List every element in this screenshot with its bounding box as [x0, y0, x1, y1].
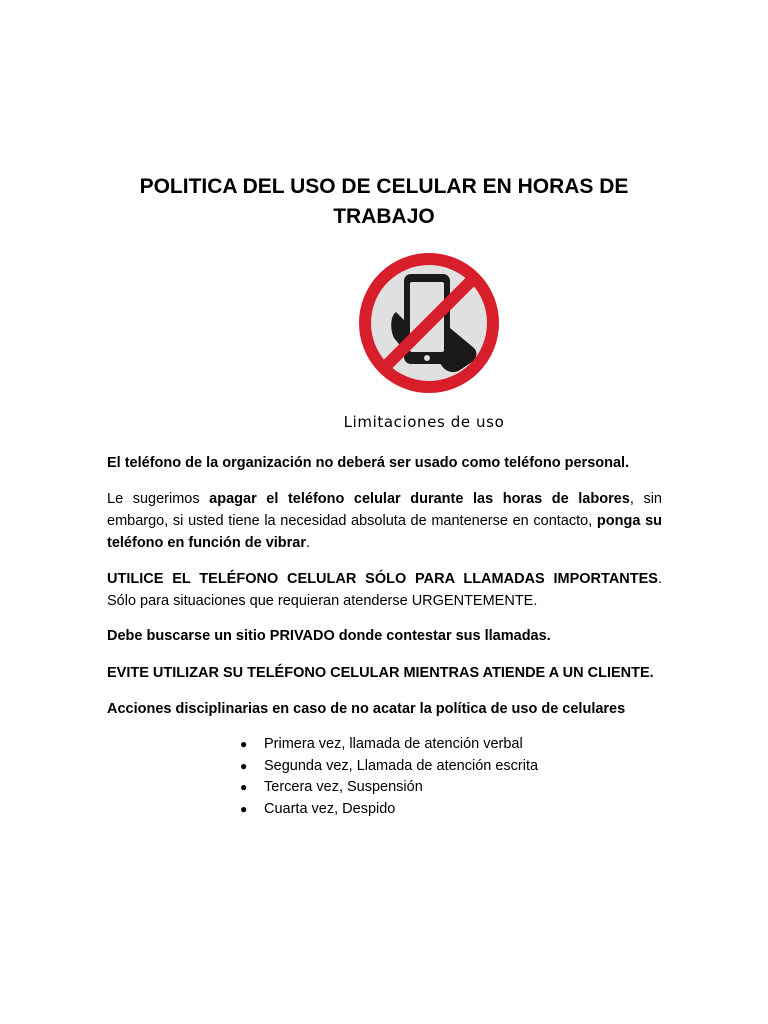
list-item [238, 799, 538, 821]
disciplinary-actions-list [238, 734, 538, 820]
suggestion-bold-1: apagar el teléfono celular durante las horas de labores [209, 491, 630, 507]
list-item-text: Segunda vez, Llamada de atención escrita [264, 757, 539, 774]
list-item [238, 734, 538, 756]
document-title: POLITICA DEL USO DE CELULAR EN HORAS DE TRABAJO [139, 175, 629, 228]
list-item-text: Tercera vez, Suspensión [264, 779, 423, 795]
paragraph-personal-use: El teléfono de la organización no deberá ser usado como teléfono personal. [107, 455, 630, 471]
bullet-icon: ● [240, 737, 248, 751]
paragraph-disciplinary-heading: Acciones disciplinarias en caso de no acatar la política de uso de celulares [107, 701, 626, 717]
section-subtitle: Limitaciones de uso [343, 413, 505, 431]
no-phone-icon-graphic [356, 250, 502, 396]
paragraph-private-place: Debe buscarse un sitio PRIVADO donde contestar sus llamadas. [107, 628, 551, 644]
bullet-icon: ● [240, 801, 248, 816]
list-item [238, 756, 538, 778]
paragraph-suggestion [107, 488, 662, 554]
list-item-text: Cuarta vez, Despido [264, 800, 396, 817]
paragraph-urgent-only: Sólo para situaciones que requieran atenderse URGENTEMENTE. [107, 593, 538, 609]
list-item [238, 777, 538, 799]
suggestion-bold-2: ponga su teléfono en función de vibrar [107, 513, 662, 551]
suggestion-text-3: . [306, 535, 311, 551]
no-phone-icon [356, 250, 502, 396]
paragraph-important-calls-line1 [107, 568, 662, 590]
paragraph-avoid-client: EVITE UTILIZAR SU TELÉFONO CELULAR MIENTRAS ATIENDE A UN CLIENTE. [107, 665, 654, 681]
suggestion-text-1: Le sugerimos [107, 491, 210, 507]
list-item-text: Primera vez, llamada de atención verbal [264, 736, 523, 752]
suggestion-text-2: , sin embargo, si usted tiene la necesidad absoluta de mantenerse en contacto, [107, 491, 662, 529]
important-calls-period: . [657, 571, 662, 587]
bullet-icon: ● [240, 780, 248, 794]
important-calls-bold: UTILICE EL TELÉFONO CELULAR SÓLO PARA LLAMADAS IMPORTANTES [107, 571, 658, 587]
bullet-icon: ● [240, 758, 248, 773]
